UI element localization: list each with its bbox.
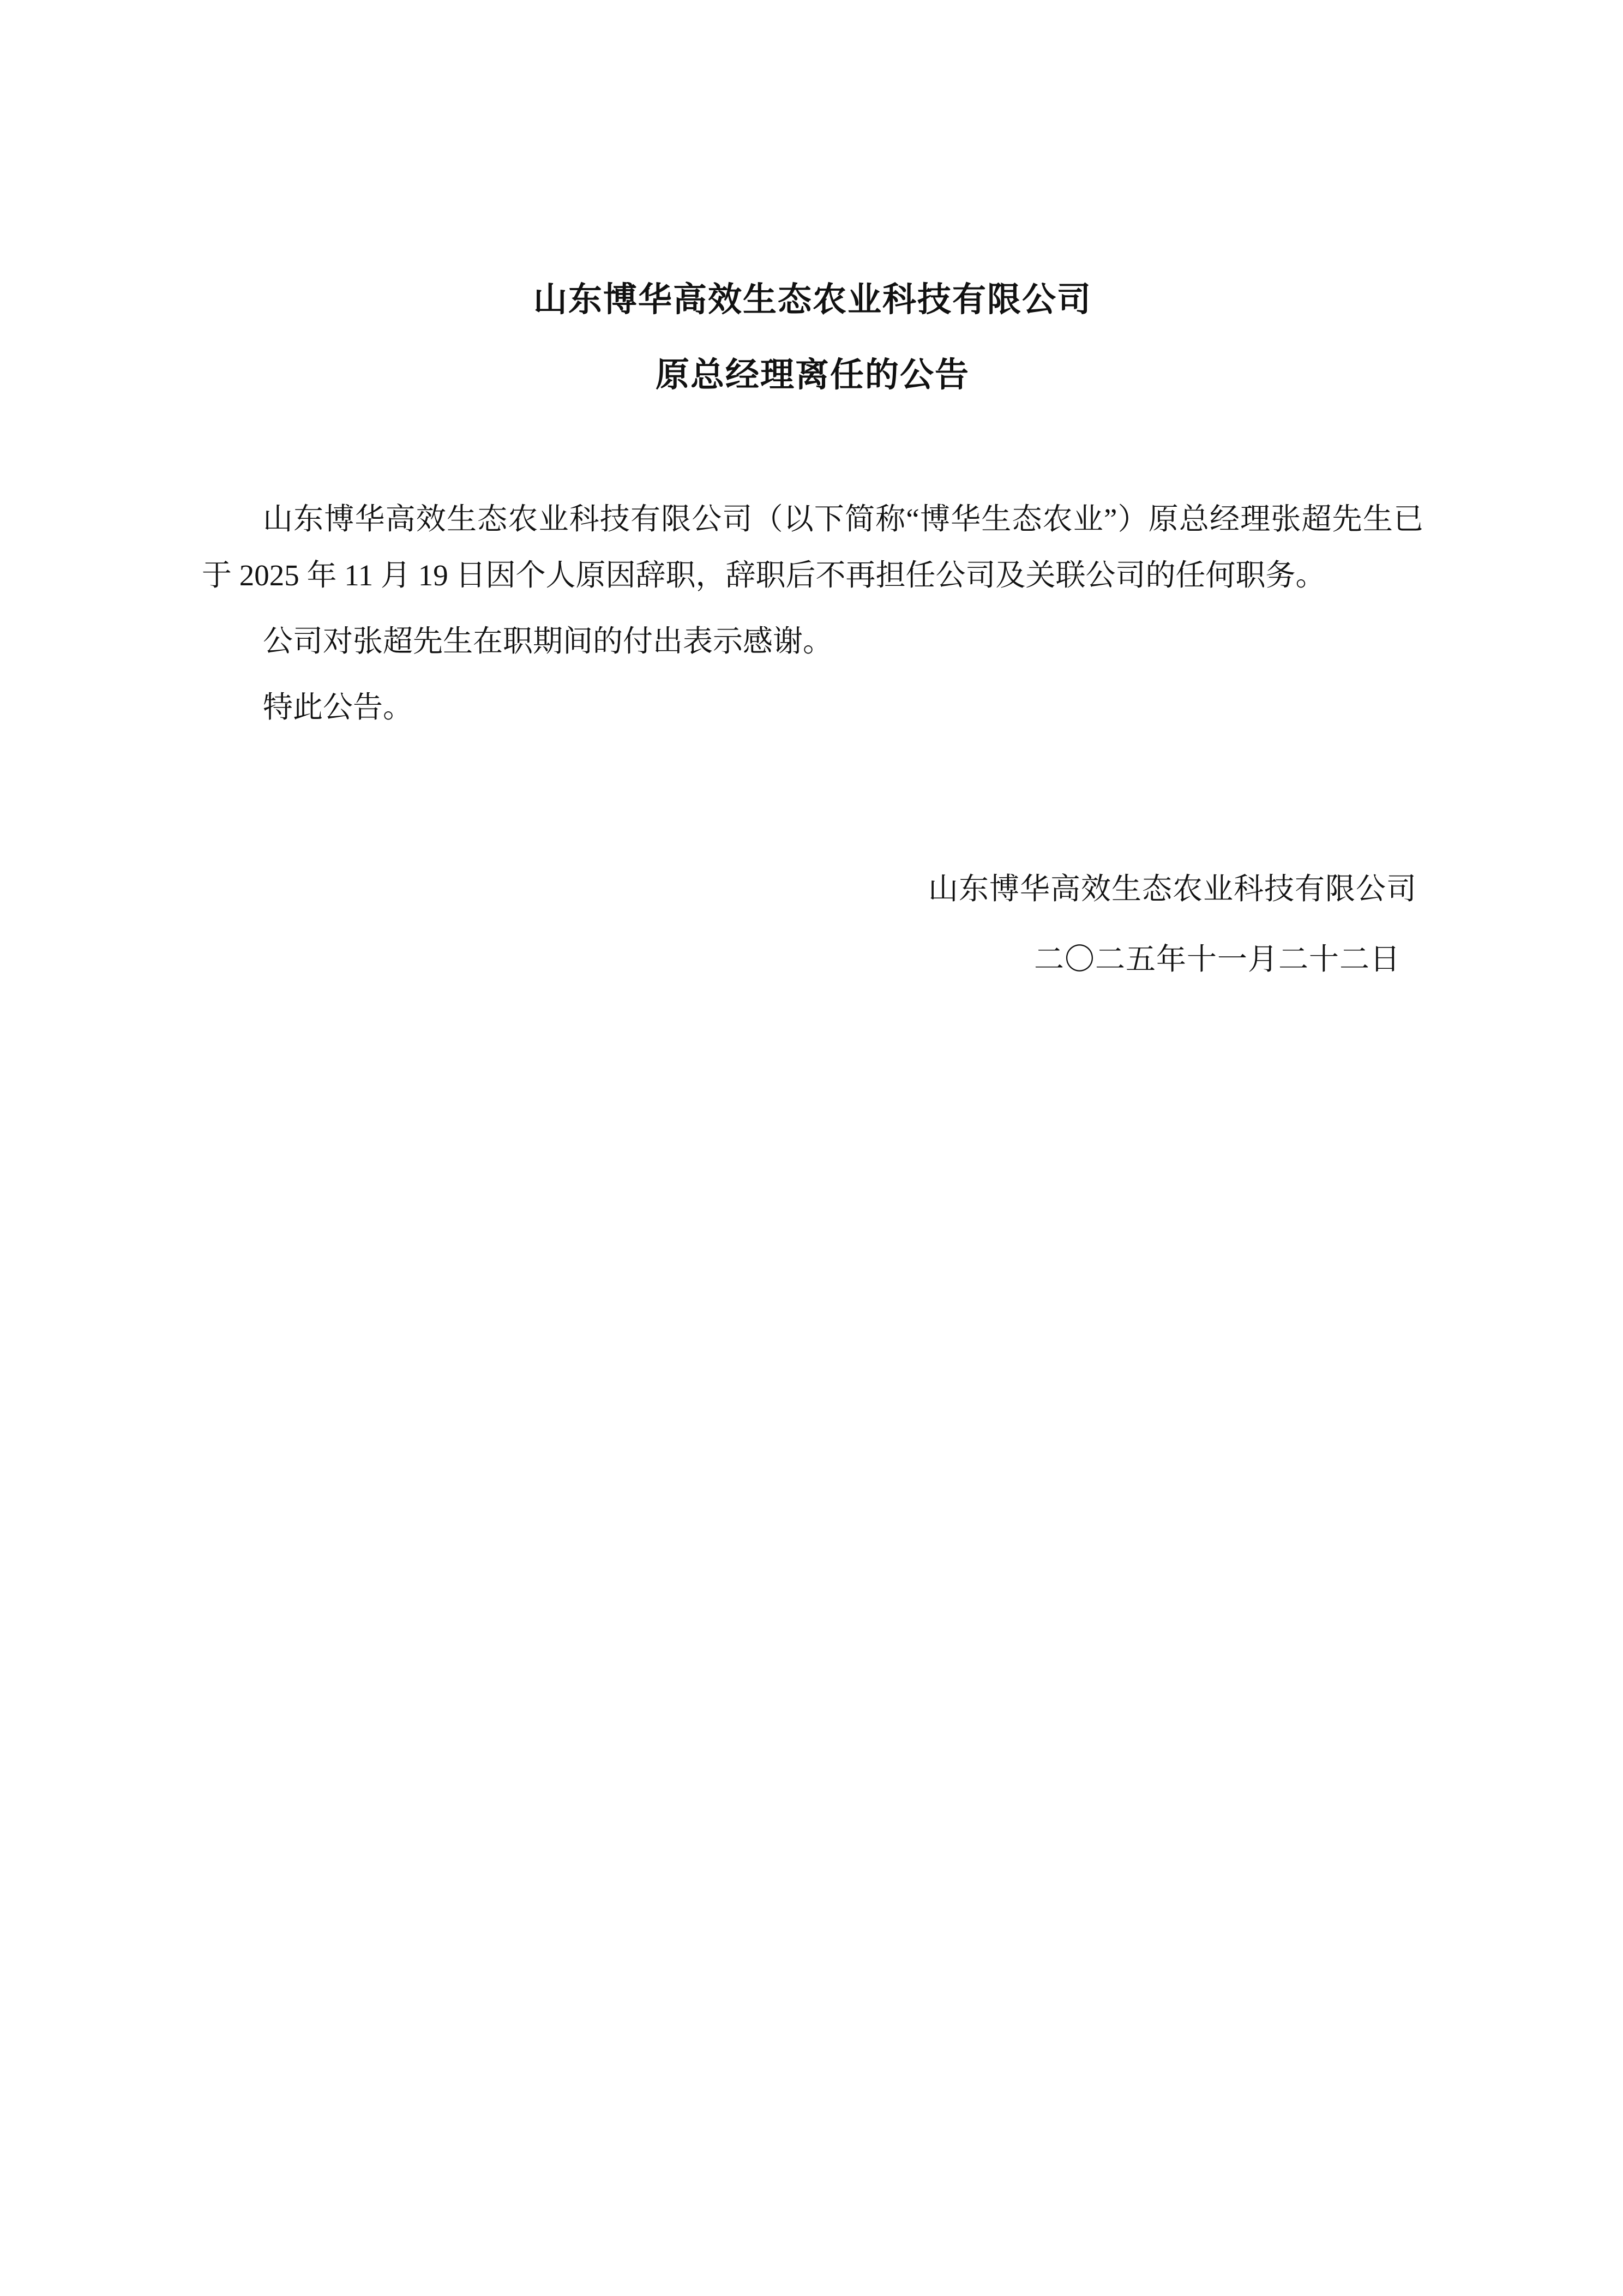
document-title [202,273,1423,403]
body-paragraph-1: 山东博华高效生态农业科技有限公司（以下简称“博华生态农业”）原总经理张超先生已于 2025 年 11 月 19 日因个人原因辞职，辞职后不再担任公司及关联公司的任何职务。 [202,502,1423,592]
document-body [202,491,1423,735]
signature-company: 山东博华高效生态农业科技有限公司 [928,872,1417,906]
document-content [202,273,1423,987]
body-paragraph-3: 特此公告。 [263,691,413,724]
title-line-subject: 原总经理离任的公告 [655,357,970,394]
signature-date: 二〇二五年十一月二十二日 [1033,943,1400,976]
title-line-company: 山东博华高效生态农业科技有限公司 [533,281,1092,319]
document-signature [202,861,1423,987]
body-paragraph-2: 公司对张超先生在职期间的付出表示感谢。 [263,625,833,658]
